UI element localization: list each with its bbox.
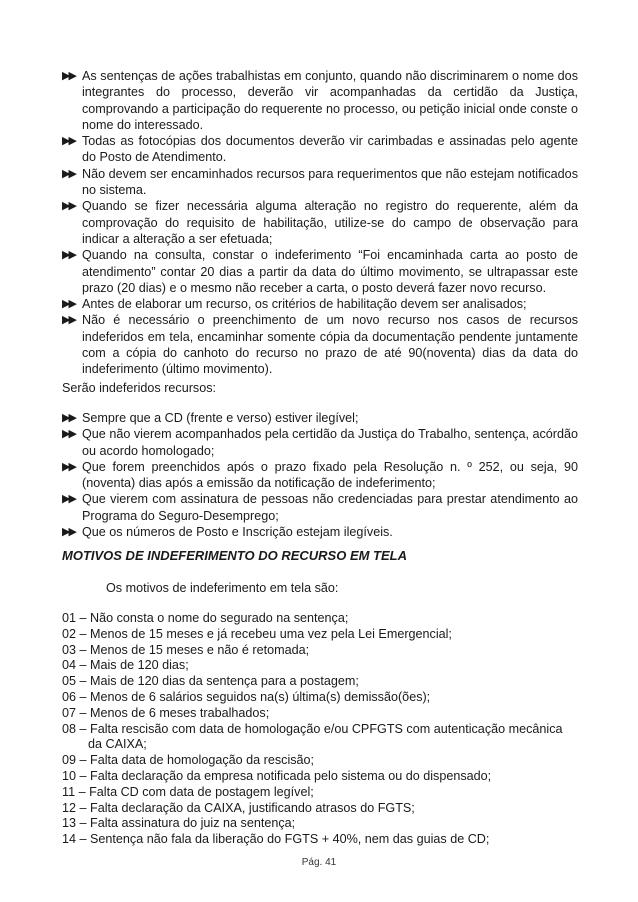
motivo-text: 06 – Menos de 6 salários seguidos na(s) última(s) demissão(ões); xyxy=(62,689,431,704)
list-item-text: Não é necessário o preenchimento de um novo recurso nos casos de recursos indeferidos em tela, encaminhar somente cópia da documentação pendente juntamente com a cópia do canhoto do recurso no prazo de até 90(noventa) dias da data do indeferimento (último movimento). xyxy=(82,313,578,377)
motivos-list-block xyxy=(62,611,580,848)
double-arrow-bullet-icon: ▶▶ xyxy=(62,313,75,327)
motivo-item xyxy=(62,658,580,674)
motivo-text: 03 – Menos de 15 meses e não é retomada; xyxy=(62,642,310,657)
double-arrow-bullet-icon: ▶▶ xyxy=(62,492,75,506)
motivo-text: 13 – Falta assinatura do juiz na sentença; xyxy=(62,816,296,831)
motivo-text: 08 – Falta rescisão com data de homologação e/ou CPFGTS com autenticação mecânica xyxy=(62,721,563,736)
double-arrow-bullet-icon: ▶▶ xyxy=(62,199,75,213)
motivo-item xyxy=(62,706,580,722)
page-number: Pág. 41 xyxy=(301,857,337,868)
motivo-item xyxy=(62,627,580,643)
motivo-text: 09 – Falta data de homologação da rescisão; xyxy=(62,753,315,768)
motivo-item xyxy=(62,643,580,659)
double-arrow-bullet-icon: ▶▶ xyxy=(62,411,75,424)
list-item-text: Sempre que a CD (frente e verso) estiver ilegível; xyxy=(82,411,359,425)
list-item xyxy=(62,166,578,199)
list-item-text: Antes de elaborar um recurso, os critérios de habilitação devem ser analisados; xyxy=(82,297,527,312)
list-item-text: Que forem preenchidos após o prazo fixado pela Resolução n. º 252, ou seja, 90 (noventa) dias após a emissão da notificação de indeferimento; xyxy=(82,459,578,491)
motivo-text: 10 – Falta declaração da empresa notificada pelo sistema ou do dispensado; xyxy=(62,768,492,783)
instructions-list xyxy=(62,68,578,378)
list-item xyxy=(62,459,578,492)
motivo-item xyxy=(62,832,580,848)
list-item xyxy=(62,198,578,247)
list-item-text: Que não vierem acompanhados pela certidão da Justiça do Trabalho, sentença, acórdão ou acordo homologado; xyxy=(82,427,578,458)
list-item xyxy=(62,247,578,296)
motivo-text-continuation: da CAIXA; xyxy=(88,737,147,752)
double-arrow-bullet-icon: ▶▶ xyxy=(62,69,75,82)
double-arrow-bullet-icon: ▶▶ xyxy=(62,166,75,180)
list-item-text: Todas as fotocópias dos documentos deverão vir carimbadas e assinadas pelo agente do Posto de Atendimento. xyxy=(82,134,578,165)
section-heading: MOTIVOS DE INDEFERIMENTO DO RECURSO EM TELA xyxy=(62,548,408,563)
motivo-text: 07 – Menos de 6 meses trabalhados; xyxy=(62,705,270,720)
motivo-item xyxy=(62,769,580,785)
motivo-text: 11 – Falta CD com data de postagem legível; xyxy=(62,784,314,799)
list-item xyxy=(62,296,578,312)
motivo-item xyxy=(62,785,580,801)
double-arrow-bullet-icon: ▶▶ xyxy=(62,248,75,262)
motivo-item xyxy=(62,801,580,817)
list-item-text: Que os números de Posto e Inscrição estejam ilegíveis. xyxy=(82,525,393,540)
list-item xyxy=(62,312,578,377)
list-item xyxy=(62,133,578,166)
motivo-item xyxy=(62,722,580,754)
double-arrow-bullet-icon: ▶▶ xyxy=(62,427,75,441)
list-item xyxy=(62,68,578,133)
double-arrow-bullet-icon: ▶▶ xyxy=(62,297,75,311)
list-item-text: Que vierem com assinatura de pessoas não credenciadas para prestar atendimento ao Programa do Seguro-Desemprego; xyxy=(82,492,578,523)
list-item-text: Não devem ser encaminhados recursos para requerimentos que não estejam notificados no sistema. xyxy=(82,166,578,198)
indeferidos-label: Serão indeferidos recursos: xyxy=(62,381,217,395)
list-item-text: Quando na consulta, constar o indeferimento “Foi encaminhada carta ao posto de atendimento” contar 20 dias a partir da data do último movimento, se ultrapassar este prazo (20 dias) e o mesmo não receber a carta, o posto deverá fazer novo recurso. xyxy=(82,248,578,295)
list-item xyxy=(62,524,578,540)
motivo-item xyxy=(62,674,580,690)
list-item xyxy=(62,491,578,524)
motivo-text: 05 – Mais de 120 dias da sentença para a postagem; xyxy=(62,674,359,689)
list-item xyxy=(62,410,578,426)
double-arrow-bullet-icon: ▶▶ xyxy=(62,525,75,539)
motivo-item xyxy=(62,816,580,832)
list-item-text: As sentenças de ações trabalhistas em conjunto, quando não discriminarem o nome dos integrantes do processo, deverão vir acompanhadas da certidão da Justiça, comprovando a participação do requerente no processo, ou petição inicial onde conste o nome do interessado. xyxy=(82,69,578,132)
motivo-item xyxy=(62,611,580,627)
indeferidos-list-block xyxy=(62,410,578,540)
instructions-list-block xyxy=(62,68,578,378)
motivo-text: 12 – Falta declaração da CAIXA, justificando atrasos do FGTS; xyxy=(62,800,415,815)
motivos-intro: Os motivos de indeferimento em tela são: xyxy=(106,581,339,595)
double-arrow-bullet-icon: ▶▶ xyxy=(62,134,75,148)
list-item-text: Quando se fizer necessária alguma alteração no registro do requerente, além da comprovação do requisito de habilitação, utilize-se do campo de observação para indicar a alteração a ser efetuada; xyxy=(82,199,578,246)
motivo-text: 02 – Menos de 15 meses e já recebeu uma vez pela Lei Emergencial; xyxy=(62,626,452,641)
list-item xyxy=(62,426,578,459)
motivo-item xyxy=(62,690,580,706)
motivo-item xyxy=(62,753,580,769)
indeferidos-list xyxy=(62,410,578,540)
motivo-text: 14 – Sentença não fala da liberação do FGTS + 40%, nem das guias de CD; xyxy=(62,832,490,847)
motivo-text: 04 – Mais de 120 dias; xyxy=(62,658,189,673)
motivo-text: 01 – Não consta o nome do segurado na sentença; xyxy=(62,611,349,625)
motivos-list xyxy=(62,611,580,848)
double-arrow-bullet-icon: ▶▶ xyxy=(62,459,75,473)
